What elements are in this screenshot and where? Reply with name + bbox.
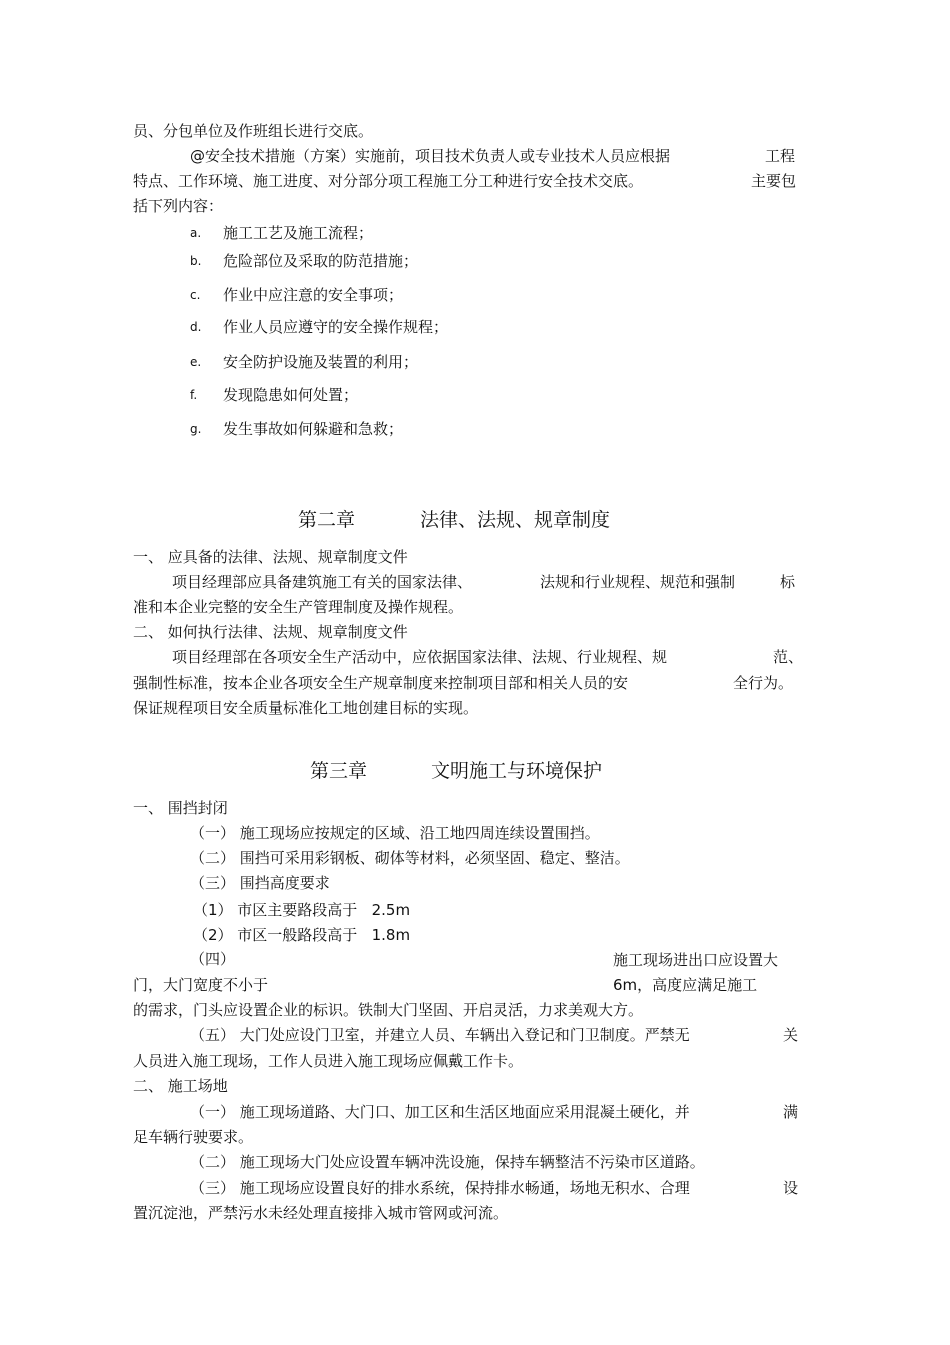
intro-line-2a: @安全技术措施（方案）实施前，项目技术负责人或专业技术人员应根据	[190, 147, 671, 165]
clause-line: 人员进入施工现场，工作人员进入施工现场应佩戴工作卡。	[133, 1052, 524, 1070]
clause-line: （2） 市区一般路段高于 1.8m	[193, 926, 411, 944]
section-heading: 二、 如何执行法律、法规、规章制度文件	[133, 623, 408, 641]
section-heading: 一、 应具备的法律、法规、规章制度文件	[133, 548, 408, 566]
clause-line: （五） 大门处应设门卫室，并建立人员、车辆出入登记和门卫制度。严禁无	[190, 1026, 690, 1044]
clause-line: （1） 市区主要路段高于 2.5m	[193, 901, 411, 919]
clause-line: 设	[783, 1179, 799, 1197]
list-text: 作业中应注意的安全事项；	[223, 286, 404, 304]
list-text: 作业人员应遵守的安全操作规程；	[223, 318, 449, 336]
clause-line: 足车辆行驶要求。	[133, 1128, 254, 1146]
chapter-2-title: 法律、法规、规章制度	[420, 509, 611, 531]
list-marker: g.	[190, 422, 202, 436]
clause-line: 施工现场进出口应设置大	[613, 951, 779, 969]
paragraph-line: 全行为。	[733, 674, 794, 692]
clause-line: （三） 围挡高度要求	[190, 874, 330, 892]
clause-line: （一） 施工现场道路、大门口、加工区和生活区地面应采用混凝土硬化，并	[190, 1103, 690, 1121]
clause-line: （一） 施工现场应按规定的区域、沿工地四周连续设置围挡。	[190, 824, 600, 842]
paragraph-line: 项目经理部在各项安全生产活动中，应依据国家法律、法规、行业规程、规	[172, 648, 668, 666]
paragraph-line: 保证规程项目安全质量标准化工地创建目标的实现。	[133, 699, 479, 717]
chapter-3-number: 第三章	[310, 760, 368, 782]
paragraph-line: 强制性标准，按本企业各项安全生产规章制度来控制项目部和相关人员的安	[133, 674, 629, 692]
paragraph-line: 标	[780, 573, 796, 591]
chapter-3-title: 文明施工与环境保护	[431, 760, 603, 782]
paragraph-line: 范、	[773, 648, 804, 666]
clause-line: 满	[783, 1103, 799, 1121]
list-text: 发现隐患如何处置；	[223, 386, 359, 404]
list-text: 危险部位及采取的防范措施；	[223, 252, 419, 270]
intro-line-2b: 工程	[765, 147, 796, 165]
clause-line: 关	[783, 1026, 799, 1044]
list-marker: b.	[190, 254, 202, 268]
chapter-2-number: 第二章	[298, 509, 356, 531]
list-text: 发生事故如何躲避和急救；	[223, 420, 404, 438]
clause-line: 门，大门宽度不小于	[133, 976, 269, 994]
list-text: 施工工艺及施工流程；	[223, 224, 374, 242]
paragraph-line: 项目经理部应具备建筑施工有关的国家法律、	[172, 573, 473, 591]
intro-line-4: 括下列内容：	[133, 197, 224, 215]
clause-line: 的需求，门头应设置企业的标识。铁制大门坚固、开启灵活，力求美观大方。	[133, 1001, 644, 1019]
intro-line-3b: 主要包	[751, 172, 797, 190]
list-marker: d.	[190, 320, 202, 334]
list-marker: e.	[190, 355, 202, 369]
intro-line-3a: 特点、工作环境、施工进度、对分部分项工程施工分工种进行安全技术交底。	[133, 172, 644, 190]
list-text: 安全防护设施及装置的利用；	[223, 353, 419, 371]
list-marker: a.	[190, 226, 202, 240]
clause-line: （二） 围挡可采用彩钢板、砌体等材料，必须坚固、稳定、整洁。	[190, 849, 630, 867]
section-heading: 一、 围挡封闭	[133, 799, 228, 817]
paragraph-line: 准和本企业完整的安全生产管理制度及操作规程。	[133, 598, 464, 616]
paragraph-line: 法规和行业规程、规范和强制	[540, 573, 736, 591]
list-marker: f.	[190, 388, 198, 402]
clause-line: 6m，高度应满足施工	[613, 976, 758, 994]
section-heading: 二、 施工场地	[133, 1077, 228, 1095]
clause-line: （三） 施工现场应设置良好的排水系统，保持排水畅通，场地无积水、合理	[190, 1179, 690, 1197]
list-marker: c.	[190, 288, 201, 302]
clause-line: （二） 施工现场大门处应设置车辆冲洗设施，保持车辆整洁不污染市区道路。	[190, 1153, 705, 1171]
intro-line-1: 员、分包单位及作班组长进行交底。	[133, 122, 374, 140]
clause-line: 置沉淀池，严禁污水未经处理直接排入城市管网或河流。	[133, 1204, 509, 1222]
clause-line: （四）	[190, 950, 236, 968]
